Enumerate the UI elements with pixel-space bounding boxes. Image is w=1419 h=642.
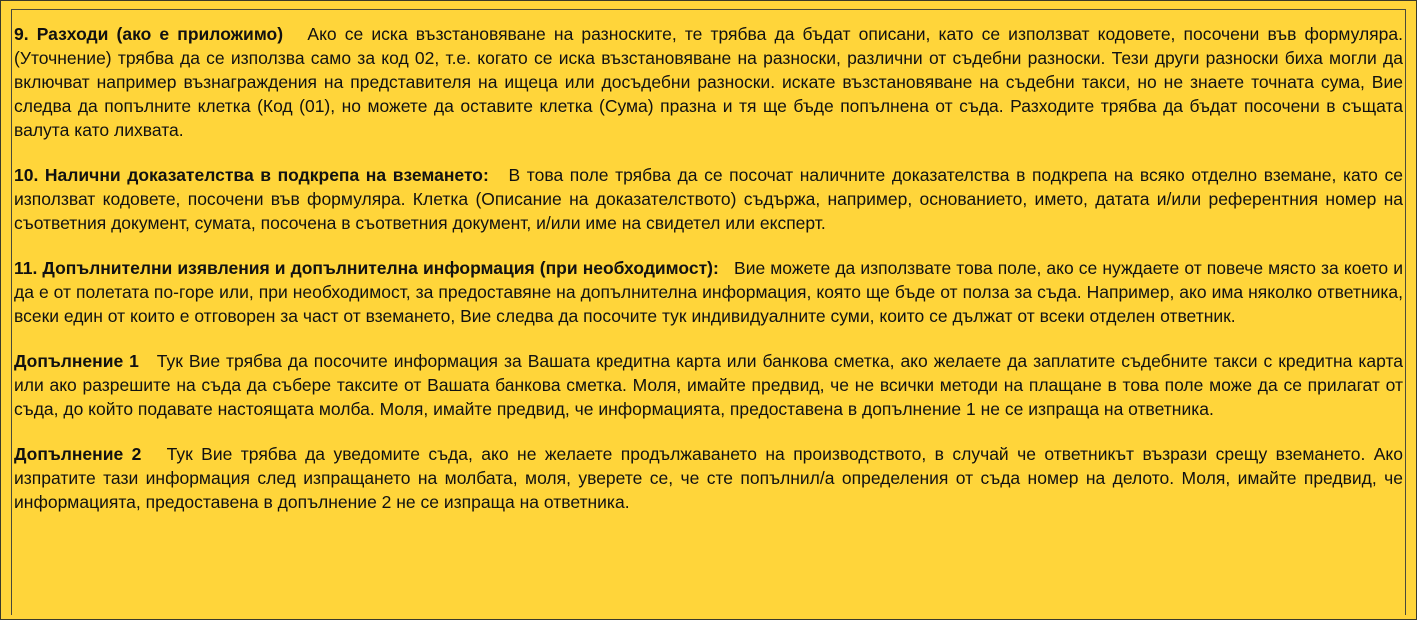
section-appendix-2-text: Тук Вие трябва да уведомите съда, ако не желаете продължаването на производството, в случай че ответникът възрази срещу вземането. Ако изпратите тази информация след изпращането на молбата, моля, уверете се, че сте попълнил/а определения от съда номер на делото. Моля, имайте предвид, че информацията, предоставена в допълнение 2 не се изпраща на ответника.	[14, 444, 1403, 512]
section-appendix-1-text: Тук Вие трябва да посочите информация за Вашата кредитна карта или банкова сметка, ако желаете да заплатите съдебните такси с кредитна карта или ако разрешите на съда да събере таксите от Вашата банкова сметка. Моля, имайте предвид, че не всички методи на плащане в това поле може да се прилагат от съда, до който подавате настоящата молба. Моля, имайте предвид, че информацията, предоставена в допълнение 1 не се изпраща на ответника.	[14, 351, 1404, 419]
section-costs	[12, 22, 1405, 142]
section-additional-info-heading: 11. Допълнителни изявления и допълнителна информация (при необходимост):	[14, 258, 719, 278]
section-costs-text: Ако се иска възстановяване на разноските, те трябва да бъдат описани, като се използват кодовете, посочени във формуляра. (Уточнение) трябва да се използва само за код 02, т.е. когато се иска възстановяване на разноски, различни от съдебни разноски. Тези други разноски биха могли да включват например възнаграждения на представителя на ищеца или досъдебни разноски. искате възстановяване на съдебни такси, но не знаете точната сума, Вие следва да попълните клетка (Код (01), но можете да оставите клетка (Сума) празна и тя ще бъде попълнена от съда. Разходите трябва да бъдат посочени в същата валута като лихвата.	[14, 24, 1403, 140]
section-additional-info-text: Вие можете да използвате това поле, ако се нуждаете от повече място за което и да е от полетата по-горе или, при необходимост, за предоставяне на допълнителна информация, която ще бъде от полза за съда. Например, ако има няколко ответника, всеки един от които е отговорен за част от вземането, Вие следва да посочите тук индивидуалните суми, които се дължат от всеки отделен ответник.	[14, 258, 1403, 326]
section-additional-info	[12, 256, 1405, 328]
section-appendix-1	[12, 349, 1405, 421]
section-evidence-heading: 10. Налични доказателства в подкрепа на вземането:	[14, 165, 489, 185]
instructions-frame	[11, 9, 1406, 615]
section-appendix-2-heading: Допълнение 2	[14, 444, 142, 464]
section-evidence	[12, 163, 1405, 235]
section-appendix-2	[12, 442, 1405, 514]
section-costs-heading: 9. Разходи (ако е приложимо)	[14, 24, 284, 44]
section-evidence-text: В това поле трябва да се посочат наличните доказателства в подкрепа на всяко отделно вземане, като се използват кодовете, посочени във формуляра. Клетка (Описание на доказателството) съдържа, например, основанието, името, датата и/или референтния номер на съответния документ, сумата, посочена в съответния документ, и/или име на свидетел или експерт.	[14, 165, 1403, 233]
section-appendix-1-heading: Допълнение 1	[14, 351, 139, 371]
